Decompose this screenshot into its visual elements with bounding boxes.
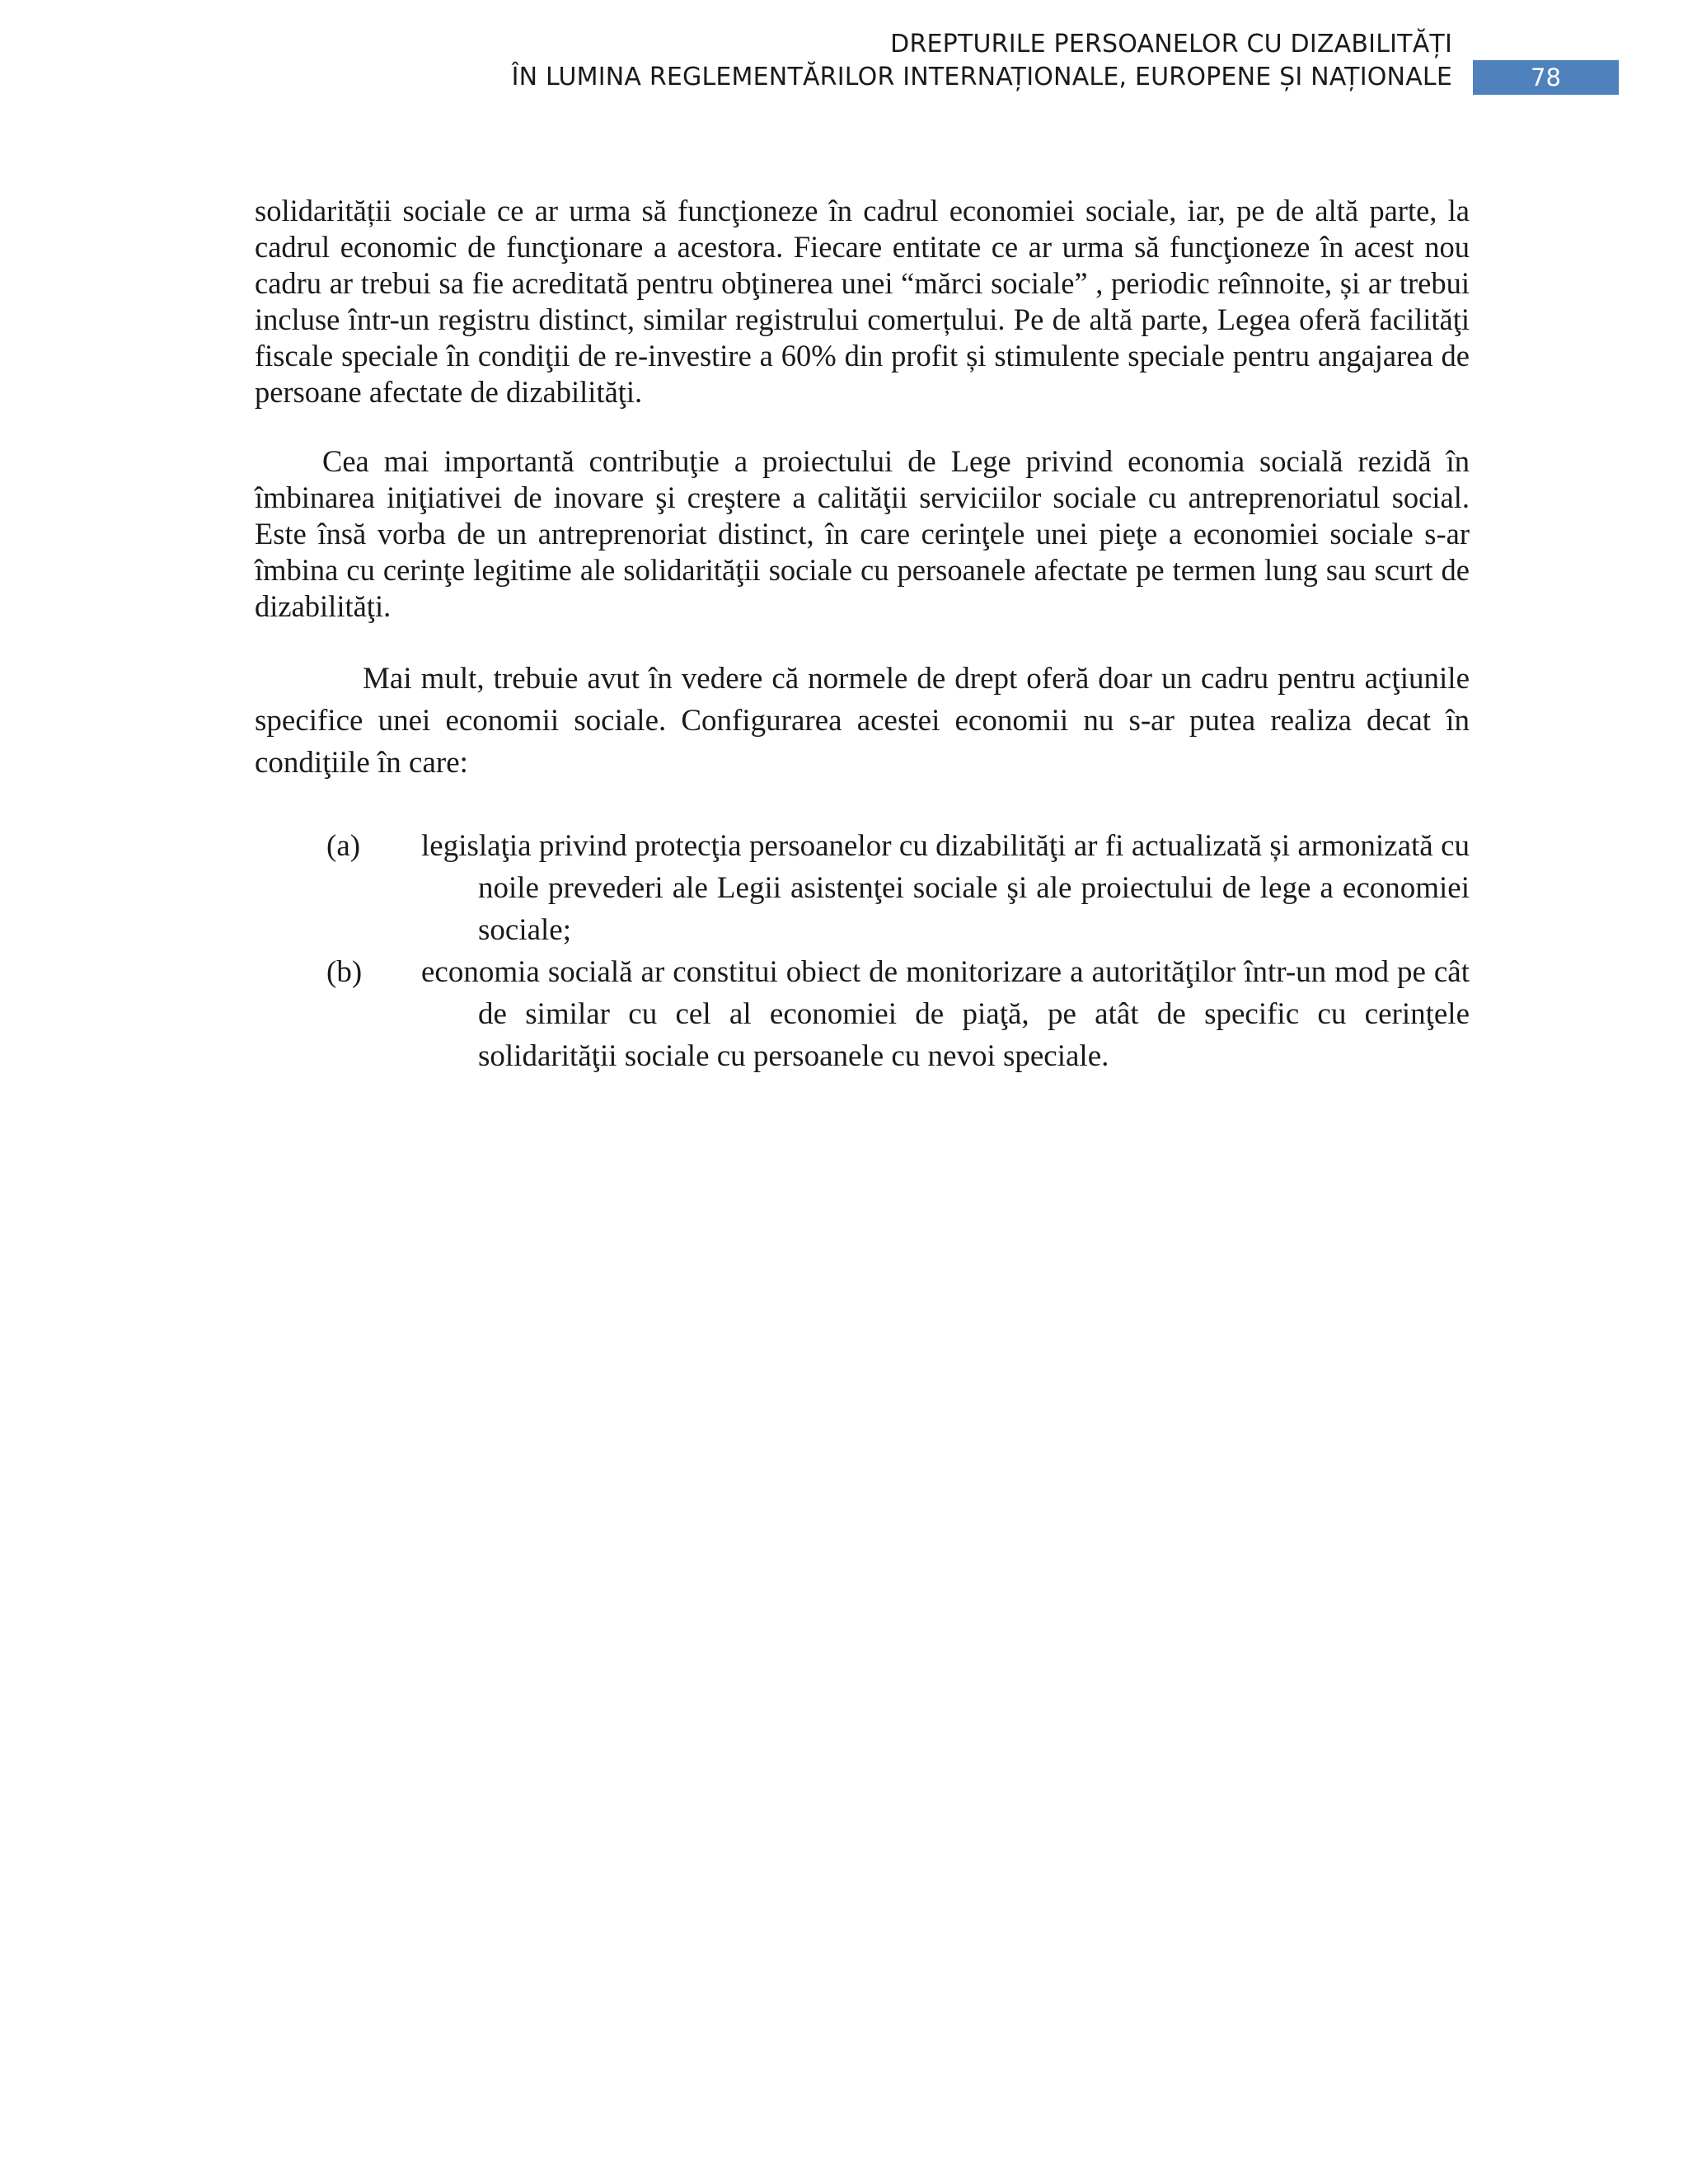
paragraph-2: Cea mai importantă contribuţie a proiectului de Lege privind economia socială rezidă în îmbinarea iniţiativei de inovare şi creştere a calităţii serviciilor sociale cu antreprenoriatul social. Este însă vorba de un antreprenoriat distinct, în care cerinţele unei pieţe a economiei sociale s-ar îmbina cu cerinţe legitime ale solidarităţii sociale cu persoanele afectate pe termen lung sau scurt de dizabilităţi. bbox=[255, 444, 1470, 623]
list-item-text: economia socială ar constitui obiect de monitorizare a autorităţilor într-un mod pe cât de similar cu cel al economiei de piaţă, pe atât de specific cu cerinţele solidarităţii sociale cu persoanele cu nevoi speciale. bbox=[421, 955, 1470, 1073]
conditions-list bbox=[326, 825, 1470, 1077]
list-item: (a) legislaţia privind protecţia persoanelor cu dizabilităţi ar fi actualizată și armonizată cu noile prevederi ale Legii asistenţei sociale şi ale proiectului de lege a economiei sociale; bbox=[326, 829, 1470, 947]
page-body bbox=[255, 193, 1470, 1077]
paragraph-3: Mai mult, trebuie avut în vedere că normele de drept oferă doar un cadru pentru acţiunile specifice unei economii sociale. Configurarea acestei economii nu s-ar putea realiza decat în condiţiile în care: bbox=[255, 662, 1470, 780]
list-item: (b) economia socială ar constitui obiect de monitorizare a autorităţilor într-un mod pe cât de similar cu cel al economiei de piaţă, pe atât de specific cu cerinţele solidarităţii sociale cu persoanele cu nevoi speciale. bbox=[326, 955, 1470, 1073]
page-number-badge: 78 bbox=[1473, 60, 1619, 95]
header-title-line1: DREPTURILE PERSOANELOR CU DIZABILITĂȚI bbox=[890, 30, 1452, 59]
header-title-line2: ÎN LUMINA REGLEMENTĂRILOR INTERNAȚIONALE, EUROPENE ȘI NAȚIONALE bbox=[511, 63, 1452, 91]
running-header bbox=[0, 30, 1688, 99]
list-item-text: legislaţia privind protecţia persoanelor cu dizabilităţi ar fi actualizată și armonizată cu noile prevederi ale Legii asistenţei sociale şi ale proiectului de lege a economiei sociale; bbox=[421, 829, 1470, 947]
paragraph-1: solidarității sociale ce ar urma să funcţioneze în cadrul economiei sociale, iar, pe de altă parte, la cadrul economic de funcţionare a acestora. Fiecare entitate ce ar urma să funcţioneze în acest nou cadru ar trebui sa fie acreditată pentru obţinerea unei “mărci sociale” , periodic reînnoite, și ar trebui incluse într-un registru distinct, similar registrului comerțului. Pe de altă parte, Legea oferă facilităţi fiscale speciale în condiţii de re-investire a 60% din profit și stimulente speciale pentru angajarea de persoane afectate de dizabilităţi. bbox=[255, 194, 1470, 409]
